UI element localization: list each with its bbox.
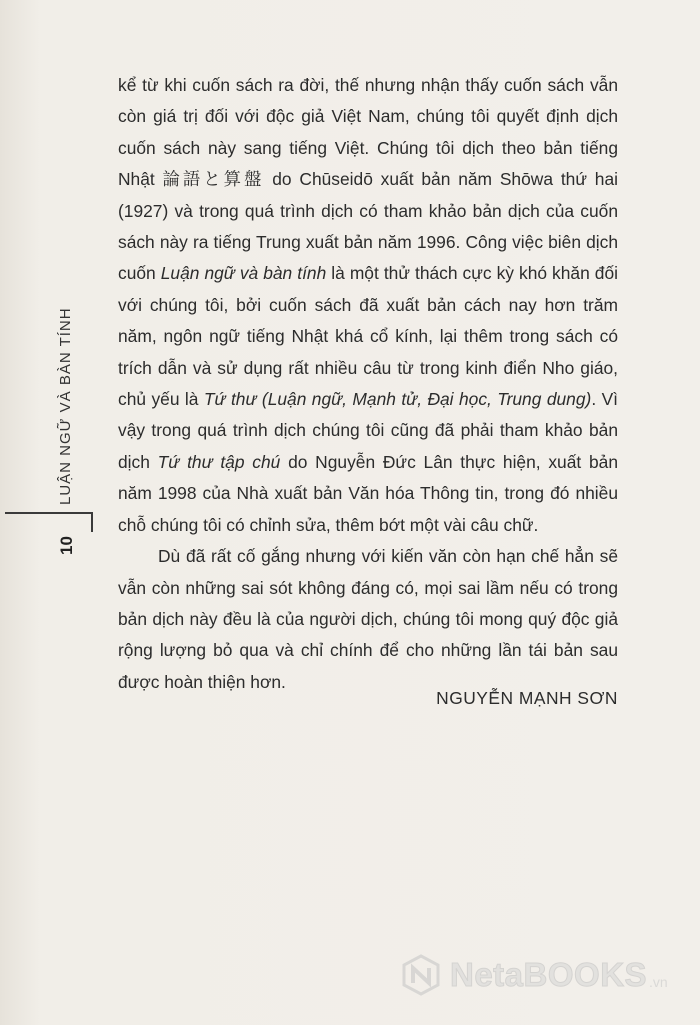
page-number: 10 — [57, 536, 76, 555]
p1-italic-four-books: Tứ thư (Luận ngữ, Mạnh tử, Đại học, Trung dung) — [203, 389, 592, 410]
paragraph-1 — [118, 70, 618, 541]
netabooks-logo-icon — [400, 954, 442, 996]
running-title: LUẬN NGỮ VÀ BÀN TÍNH — [57, 307, 74, 505]
p1-italic-title: Luận ngữ và bàn tính — [160, 263, 327, 284]
watermark — [400, 950, 690, 1000]
watermark-brand: NetaBOOKS — [450, 956, 648, 993]
p1-text-a: kể từ khi cuốn sách ra đời, thế nhưng nhận thấy cuốn sách vẫn còn giá trị đối với độc giả Việt Nam, chúng tôi quyết định dịch cuốn sách này sang tiếng Việt. Chúng tôi dịch theo bản tiếng Nhật 論語と算盤 do Chūseidō xuất bản năm Shōwa thứ hai (1927) và trong quá trình dịch có tham khảo bản dịch của cuốn sách này ra tiếng Trung xuất bản năm 1996. Công việc biên dịch cuốn — [118, 75, 618, 284]
p1-italic-commentary: Tứ thư tập chú — [157, 451, 281, 472]
margin-rule-horizontal — [5, 512, 92, 514]
paragraph-2: Dù đã rất cố gắng nhưng với kiến văn còn hạn chế hẳn sẽ vẫn còn những sai sót không đáng có, mọi sai lầm nếu có trong bản dịch này đều là của người dịch, chúng tôi mong quý độc giả rộng lượng bỏ qua và chỉ chính để cho những lần tái bản sau được hoàn thiện hơn. — [118, 546, 618, 692]
body-text — [118, 70, 618, 698]
p1-text-c: . Vì vậy trong quá trình dịch chúng tôi cũng đã phải tham khảo bản dịch — [118, 389, 618, 472]
p1-text-b: là một thử thách cực kỳ khó khăn đối với chúng tôi, bởi cuốn sách đã xuất bản cách nay hơn trăm năm, ngôn ngữ tiếng Nhật khá cổ kính, lại thêm trong sách có trích dẫn và sử dụng rất nhiều câu từ trong kinh điển Nho giáo, chủ yếu là — [118, 263, 618, 410]
margin-rule-vertical — [91, 512, 93, 532]
translator-signature: NGUYỄN MẠNH SƠN — [436, 688, 618, 708]
watermark-suffix: .vn — [649, 974, 668, 990]
p1-text-d: do Nguyễn Đức Lân thực hiện, xuất bản năm 1998 của Nhà xuất bản Văn hóa Thông tin, trong đó nhiều chỗ chúng tôi có chỉnh sửa, thêm bớt một vài câu chữ. — [118, 451, 619, 535]
